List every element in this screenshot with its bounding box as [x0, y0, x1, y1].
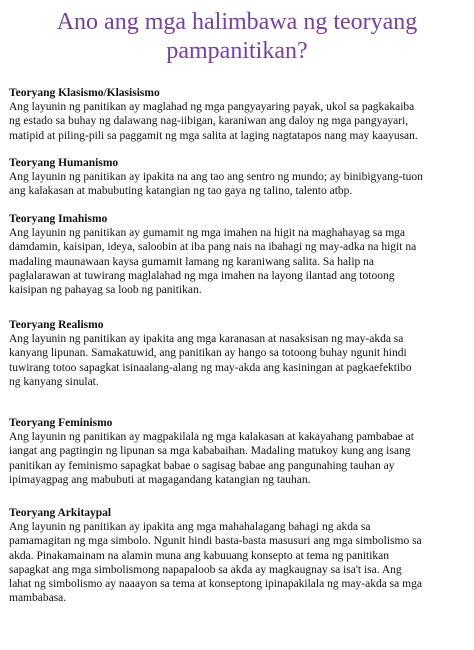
- body-line: sapagkat ang mga simbolismong napapaloob sa akda ay magkaugnay sa isa't isa. Ang: [9, 563, 402, 576]
- section-heading: Teoryang Imahismo: [9, 213, 108, 225]
- page-title-line-1: Ano ang mga halimbawa ng teoryang: [56, 9, 418, 35]
- body-line: pamamagitan ng mga simbolo. Ngunit hindi basta-basta masusuri ang mga simbolismo sa: [9, 535, 422, 548]
- section-heading: Teoryang Humanismo: [9, 157, 119, 169]
- page-title: [0, 8, 474, 66]
- body-line: lahat ng simbolismo ay naaayon sa tema at konseptong ipinapakilala ng may-akda sa mga: [9, 578, 422, 591]
- body-line: mambabasa.: [9, 592, 67, 605]
- body-line: tuwirang totoo sapagkat isinaalang-alang ng may-akda ang kasiningan at pagkaefektibo: [9, 361, 412, 374]
- section-arkitaypal: [9, 506, 467, 606]
- body-line: madaling maunawaan kaysa gumamit lamang ng karaniwang salita. Sa halip na: [9, 255, 375, 268]
- body-line: ang kalakasan at mabubuting katangian ng tao gaya ng talino, talento atbp.: [9, 185, 353, 198]
- body-line: akda. Pinakamainam na alamin muna ang kabuuang konsepto at tema ng panitikan: [9, 549, 390, 562]
- page-title-line-2: pampanitikan?: [166, 38, 308, 64]
- body-line: panitikan ay feminismo sapagkat babae o sagisag babae ang pangunahing tauhan ay: [9, 459, 395, 472]
- section-humanismo: [9, 156, 467, 199]
- body-line: ng kanyang sinulat.: [9, 375, 99, 388]
- body-line: Ang layunin ng panitikan ay magpakilala ng mga kalakasan at kakayahang pambabae at: [9, 431, 414, 443]
- section-feminismo: [9, 416, 467, 487]
- body-line: Ang layunin ng panitikan ay ipakita ang mga mahahalagang bahagi ng akda sa: [9, 521, 371, 533]
- body-line: ng estado sa buhay ng dalawang nag-iibigan, karaniwan ang daloy ng mga pangyayari,: [9, 115, 409, 128]
- body-line: damdamin, kaisipan, ideya, saloobin at iba pang nais na ibahagi ng may-adka na higit na: [9, 241, 417, 254]
- section-heading: Teoryang Feminismo: [9, 417, 113, 429]
- body-line: iangat ang pagtingin ng lipunan sa mga kababaihan. Madaling matukoy kung ang isang: [9, 445, 411, 458]
- section-heading: Teoryang Arkitaypal: [9, 507, 112, 519]
- body-line: Ang layunin ng panitikan ay ipakita na ang tao ang sentro ng mundo; ay binibigyang-tuon: [9, 171, 423, 183]
- body-line: Ang layunin ng panitikan ay ipakita ang mga karanasan at nasaksisan ng may-akda sa: [9, 333, 404, 345]
- body-line: kanyang lipunan. Samakatuwid, ang panitikan ay hango sa totoong buhay ngunit hindi: [9, 347, 407, 360]
- body-line: kaisipan ng pahayag sa loob ng panitikan.: [9, 284, 202, 297]
- body-line: ipimayagpag ang mabubuti at magagandang katangian ng tauhan.: [9, 473, 311, 486]
- section-heading: Teoryang Klasismo/Klasisismo: [9, 87, 160, 99]
- body-line: Ang layunin ng panitikan ay maglahad ng mga pangyayaring payak, ukol sa pagkakaiba: [9, 101, 415, 113]
- section-imahismo: [9, 212, 467, 297]
- body-line: paglalarawan at tuwirang maglalahad ng mga imahen na layong ilantad ang totoong: [9, 269, 395, 282]
- section-heading: Teoryang Realismo: [9, 319, 104, 331]
- body-line: Ang layunin ng panitikan ay gumamit ng mga imahen na higit na maghahayag sa mga: [9, 227, 406, 239]
- body-line: matipid at piling-pili sa paggamit ng mga salita at laging nagtatapos nang may kaayusan.: [9, 129, 418, 142]
- section-klasismo: [9, 86, 467, 143]
- section-realismo: [9, 318, 467, 389]
